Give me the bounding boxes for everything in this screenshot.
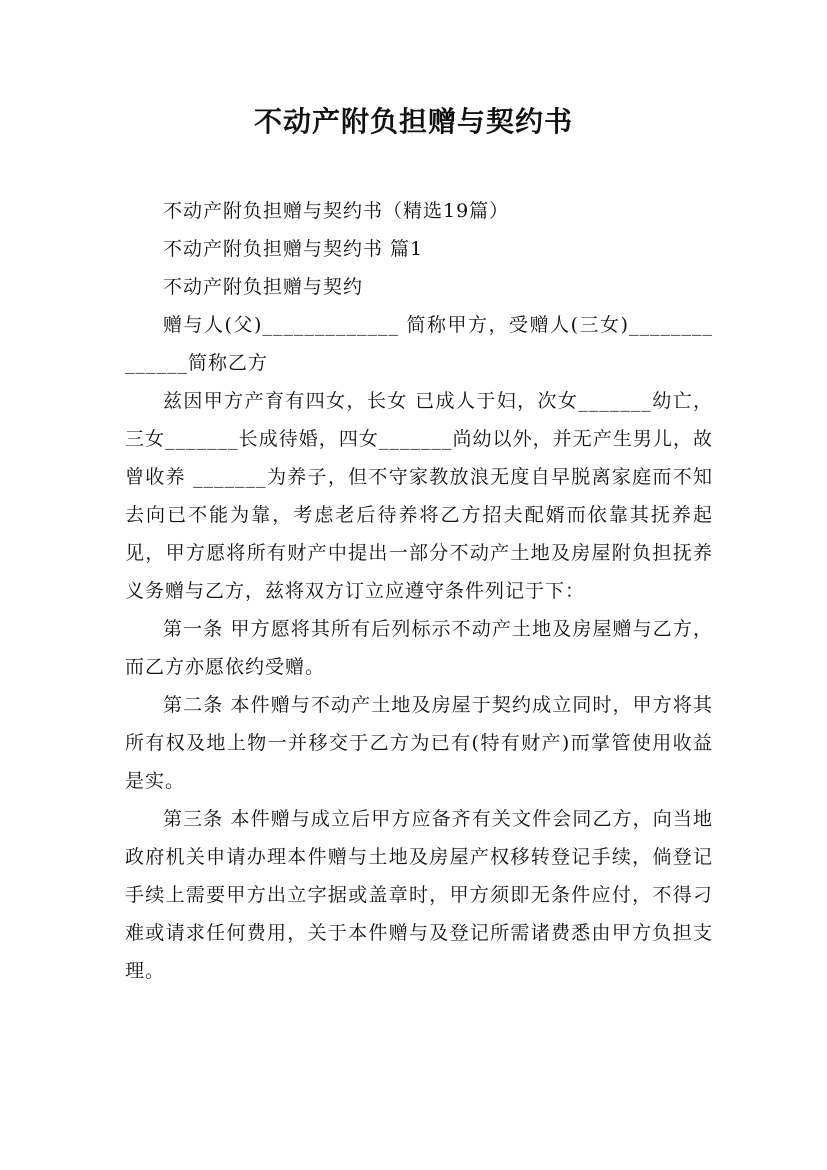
- paragraph-article-3: 第三条 本件赠与成立后甲方应备齐有关文件会同乙方，向当地政府机关申请办理本件赠与土地及房屋产权移转登记手续，倘登记手续上需要甲方出立字据或盖章时，甲方须即无条件应付，不得刁难或请求任何费用，关于本件赠与及登记所需诸费悉由甲方负担支理。: [125, 808, 713, 982]
- document-title: 不动产附负担赠与契约书: [253, 105, 573, 138]
- paragraph-section-heading: 不动产附负担赠与契约书 篇1: [163, 238, 424, 260]
- document-body: [125, 192, 713, 990]
- paragraph-contract-name: 不动产附负担赠与契约: [163, 276, 364, 298]
- paragraph-parties: 赠与人(父)_____________ 简称甲方，受赠人(三女)______________简称乙方: [125, 314, 713, 374]
- paragraph-subtitle: 不动产附负担赠与契约书（精选19篇）: [163, 200, 510, 222]
- paragraph-preamble: 兹因甲方产育有四女，长女 已成人于妇，次女_______幼亡，三女_______长成待婚，四女_______尚幼以外，并无产生男儿，故曾收养 _______为养子，但不守家教放浪无度自早脱离家庭而不知去向已不能为靠，考虑老后待养将乙方招夫配婿而依靠其抚养起见，甲方愿将所有财产中提出一部分不动产土地及房屋附负担抚养义务赠与乙方，兹将双方订立应遵守条件列记于下：: [125, 390, 713, 602]
- paragraph-article-1: 第一条 甲方愿将其所有后列标示不动产土地及房屋赠与乙方，而乙方亦愿依约受赠。: [125, 618, 713, 678]
- paragraph-article-2: 第二条 本件赠与不动产土地及房屋于契约成立同时，甲方将其所有权及地上物一并移交于乙方为已有(特有财产)而掌管使用收益是实。: [125, 694, 713, 792]
